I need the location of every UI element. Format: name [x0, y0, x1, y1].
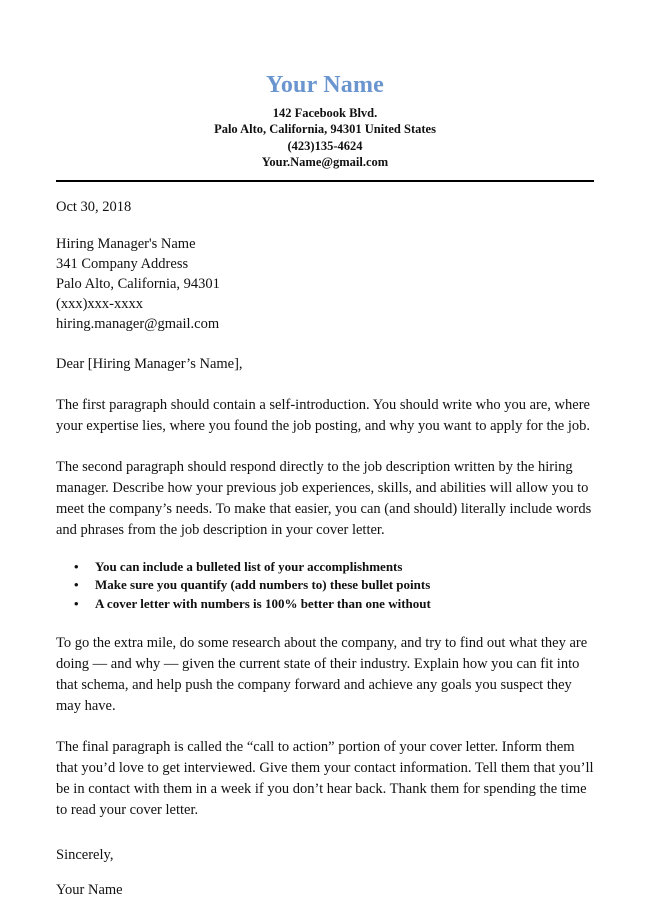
recipient-phone: (xxx)xxx-xxxx [56, 295, 143, 312]
letter-date: Oct 30, 2018 [56, 198, 132, 215]
signature-name: Your Name [56, 882, 123, 899]
letterhead [56, 0, 594, 171]
recipient-city-state-zip: Palo Alto, California, 94301 [56, 275, 220, 292]
applicant-name: Your Name [265, 72, 384, 98]
letter-content [56, 0, 594, 901]
body-paragraph-4: The final paragraph is called the “call to action” portion of your cover letter. Inform them that you’d love to get interviewed. Give them your contact information. Tell them that you’ll be in contact with them in a week if you don’t hear back. Thank them for spending the time to read your cover letter. [56, 739, 594, 819]
letterhead-divider [56, 180, 594, 182]
recipient-name: Hiring Manager's Name [56, 236, 196, 253]
bullet-icon: • [74, 558, 79, 574]
recipient-email: hiring.manager@gmail.com [56, 315, 220, 332]
body-paragraph-3: To go the extra mile, do some research about the company, and try to find out what they are doing — and why — given the current state of their industry. Explain how you can fit into that schema, and help push the company forward and achieve any goals you suspect they may have. [56, 635, 588, 715]
list-item [56, 595, 594, 613]
list-item [56, 558, 594, 576]
body-paragraph-1: The first paragraph should contain a self-introduction. You should write who you are, where your expertise lies, where you found the job posting, and why you want to apply for the job. [56, 396, 590, 434]
applicant-street-address: 142 Facebook Blvd. [272, 105, 378, 120]
accomplishments-bullet-list [56, 558, 594, 613]
applicant-city-state-zip: Palo Alto, California, 94301 United States [214, 122, 436, 137]
recipient-address-block [56, 235, 594, 334]
valediction: Sincerely, [56, 847, 114, 864]
body-paragraph-2: The second paragraph should respond directly to the job description written by the hiring manager. Describe how your previous job experiences, skills, and abilities will allow you to meet the company’s needs. To make that easier, you can (and should) literally include words and phrases from the job description in your cover letter. [56, 458, 592, 538]
list-item [56, 576, 594, 594]
list-item-label: Make sure you quantify (add numbers to) these bullet points [95, 577, 431, 593]
list-item-label: A cover letter with numbers is 100% better than one without [95, 595, 431, 611]
applicant-phone: (423)135-4624 [287, 138, 363, 153]
applicant-email: Your.Name@gmail.com [261, 155, 389, 170]
list-item-label: You can include a bulleted list of your accomplishments [95, 558, 403, 574]
bullet-icon: • [74, 595, 79, 611]
salutation: Dear [Hiring Manager’s Name], [56, 356, 243, 373]
recipient-street: 341 Company Address [56, 256, 189, 273]
bullet-icon: • [74, 577, 79, 593]
